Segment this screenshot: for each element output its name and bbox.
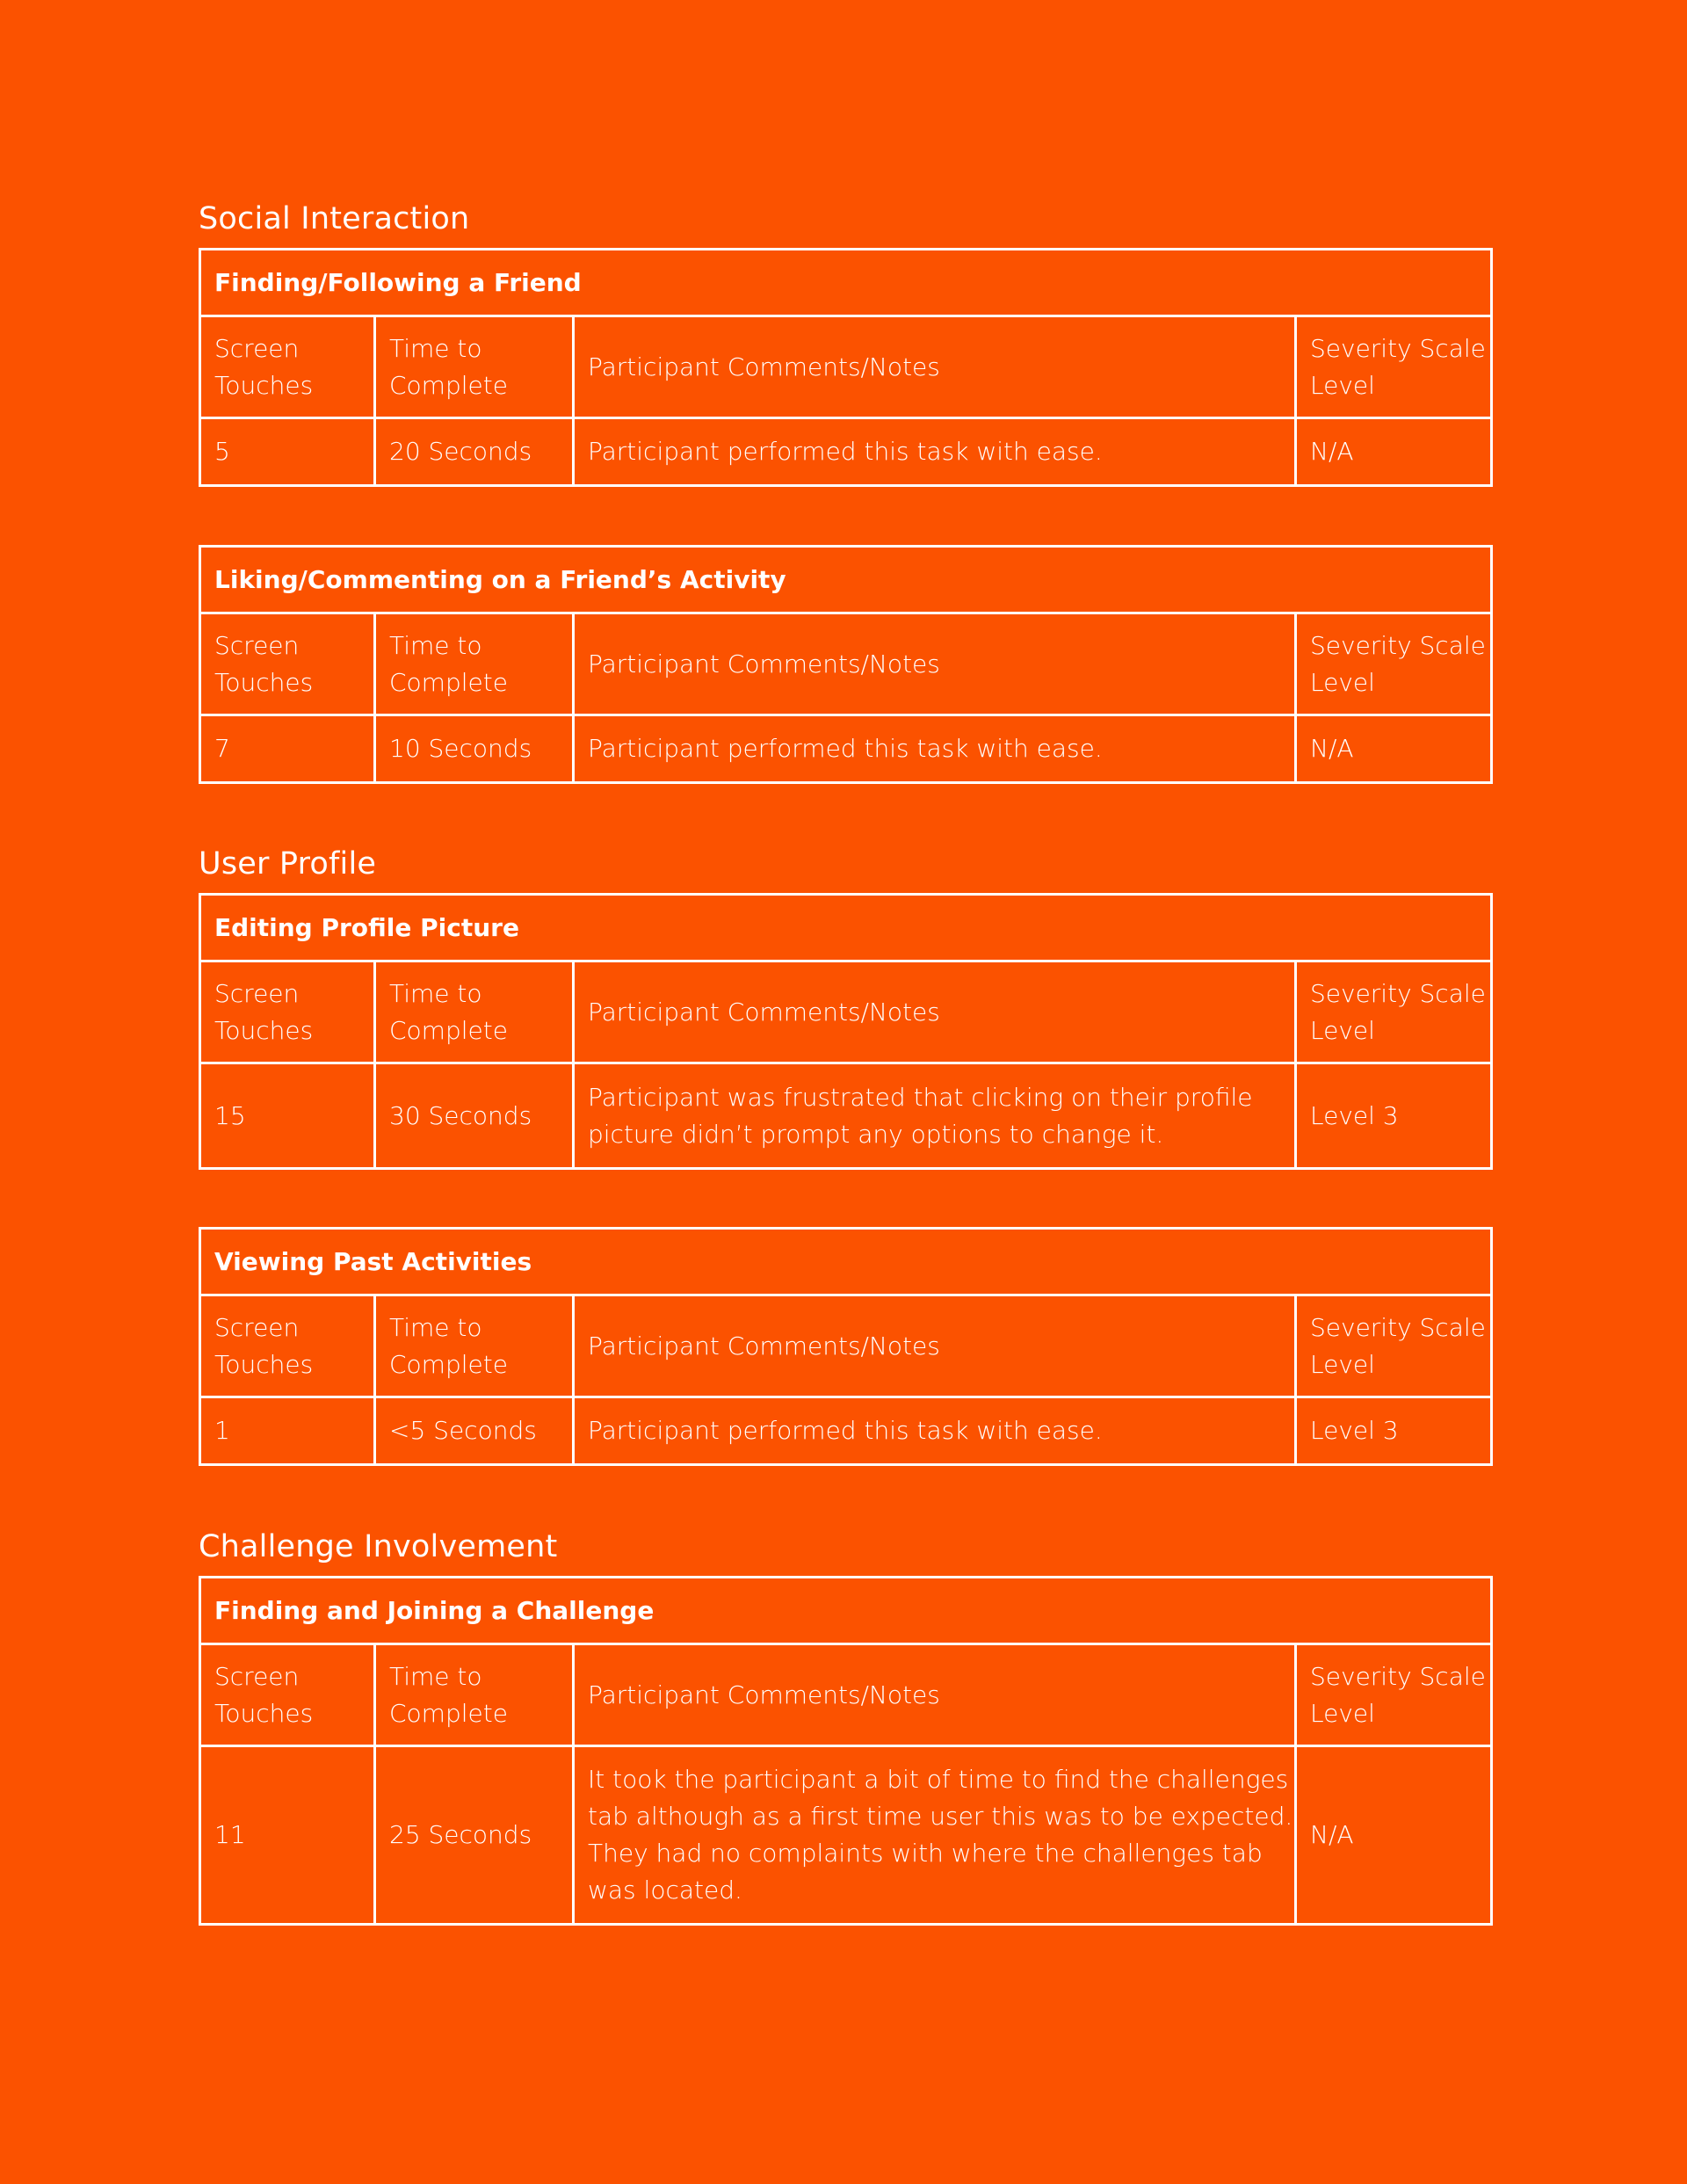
header-screen-touches: Screen Touches [200, 316, 375, 418]
time-value: <5 Seconds [375, 1397, 574, 1465]
section-title: User Profile [199, 846, 377, 882]
header-severity: Severity Scale Level [1296, 1295, 1492, 1397]
time-value: 30 Seconds [375, 1063, 574, 1169]
task-table [199, 893, 1493, 1170]
task-table [199, 545, 1493, 784]
screen-touches-value: 5 [200, 418, 375, 486]
severity-value: Level 3 [1296, 1063, 1492, 1169]
screen-touches-value: 1 [200, 1397, 375, 1465]
time-value: 20 Seconds [375, 418, 574, 486]
header-severity: Severity Scale Level [1296, 1644, 1492, 1746]
section-title: Social Interaction [199, 201, 470, 236]
time-value: 25 Seconds [375, 1746, 574, 1925]
task-title: Viewing Past Activities [200, 1229, 1492, 1295]
time-value: 10 Seconds [375, 715, 574, 783]
section-title: Challenge Involvement [199, 1529, 558, 1564]
task-table [199, 1227, 1493, 1466]
header-time-to-complete: Time to Complete [375, 613, 574, 715]
task-title: Liking/Commenting on a Friend’s Activity [200, 547, 1492, 613]
header-severity: Severity Scale Level [1296, 316, 1492, 418]
header-comments: Participant Comments/Notes [574, 316, 1296, 418]
header-time-to-complete: Time to Complete [375, 1644, 574, 1746]
severity-value: N/A [1296, 418, 1492, 486]
header-screen-touches: Screen Touches [200, 613, 375, 715]
header-comments: Participant Comments/Notes [574, 613, 1296, 715]
task-table [199, 248, 1493, 487]
header-screen-touches: Screen Touches [200, 1295, 375, 1397]
comment-value: Participant was frustrated that clicking on their profile picture didn’t prompt any options to change it. [574, 1063, 1296, 1169]
task-table [199, 1576, 1493, 1926]
task-title: Editing Profile Picture [200, 895, 1492, 961]
header-time-to-complete: Time to Complete [375, 961, 574, 1063]
screen-touches-value: 15 [200, 1063, 375, 1169]
severity-value: Level 3 [1296, 1397, 1492, 1465]
task-title: Finding/Following a Friend [200, 250, 1492, 316]
comment-value: It took the participant a bit of time to find the challenges tab although as a first time user this was to be expected. They had no complaints with where the challenges tab was located. [574, 1746, 1296, 1925]
comment-value: Participant performed this task with ease. [574, 418, 1296, 486]
screen-touches-value: 11 [200, 1746, 375, 1925]
header-comments: Participant Comments/Notes [574, 961, 1296, 1063]
comment-value: Participant performed this task with ease. [574, 715, 1296, 783]
severity-value: N/A [1296, 715, 1492, 783]
header-comments: Participant Comments/Notes [574, 1644, 1296, 1746]
comment-value: Participant performed this task with ease. [574, 1397, 1296, 1465]
task-title: Finding and Joining a Challenge [200, 1578, 1492, 1644]
screen-touches-value: 7 [200, 715, 375, 783]
header-screen-touches: Screen Touches [200, 961, 375, 1063]
header-comments: Participant Comments/Notes [574, 1295, 1296, 1397]
header-severity: Severity Scale Level [1296, 613, 1492, 715]
header-severity: Severity Scale Level [1296, 961, 1492, 1063]
header-time-to-complete: Time to Complete [375, 316, 574, 418]
severity-value: N/A [1296, 1746, 1492, 1925]
header-screen-touches: Screen Touches [200, 1644, 375, 1746]
header-time-to-complete: Time to Complete [375, 1295, 574, 1397]
